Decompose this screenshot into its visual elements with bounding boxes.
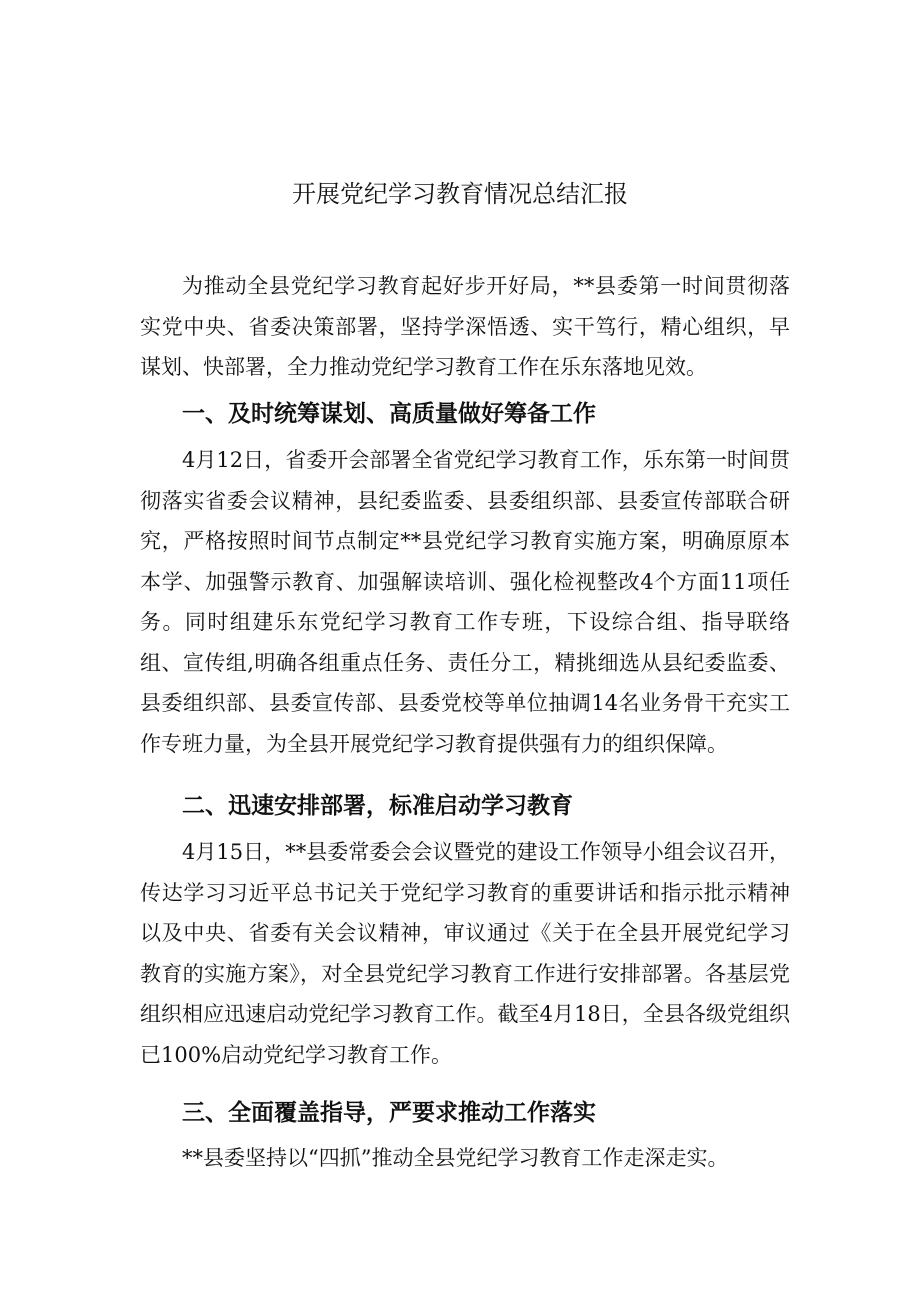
- section-3-paragraph: **县委坚持以“四抓”推动全县党纪学习教育工作走深走实。: [182, 1146, 729, 1170]
- section-2-paragraph: 4月15日，**县委常委会会议暨党的建设工作领导小组会议召开，传达学习习近平总书记关于党纪学习教育的重要讲话和指示批示精神以及中央、省委有关会议精神，审议通过《关于在全县开展党纪学习教育的实施方案》，对全县党纪学习教育工作进行安排部署。各基层党组织相应迅速启动党纪学习教育工作。截至4月18日，全县各级党组织已100%启动党纪学习教育工作。: [140, 840, 790, 1067]
- section-heading-3: 三、全面覆盖指导，严要求推动工作落实: [182, 1100, 596, 1126]
- section-heading-2: 二、迅速安排部署，标准启动学习教育: [182, 793, 573, 819]
- document-title: 开展党纪学习教育情况总结汇报: [292, 180, 628, 208]
- section-1-paragraph: 4月12日，省委开会部署全省党纪学习教育工作，乐东第一时间贯彻落实省委会议精神，县纪委监委、县委组织部、县委宣传部联合研究，严格按照时间节点制定**县党纪学习教育实施方案，明确原原本本学、加强警示教育、加强解读培训、强化检视整改4个方面11项任务。同时组建乐东党纪学习教育工作专班，下设综合组、指导联络组、宣传组,明确各组重点任务、责任分工，精挑细选从县纪委监委、县委组织部、县委宣传部、县委党校等单位抽调14名业务骨干充实工作专班力量，为全县开展党纪学习教育提供强有力的组织保障。: [140, 448, 790, 756]
- section-heading-1: 一、及时统筹谋划、高质量做好筹备工作: [182, 401, 596, 427]
- intro-paragraph: 为推动全县党纪学习教育起好步开好局，**县委第一时间贯彻落实党中央、省委决策部署，坚持学深悟透、实干笃行，精心组织，早谋划、快部署，全力推动党纪学习教育工作在乐东落地见效。: [140, 274, 790, 379]
